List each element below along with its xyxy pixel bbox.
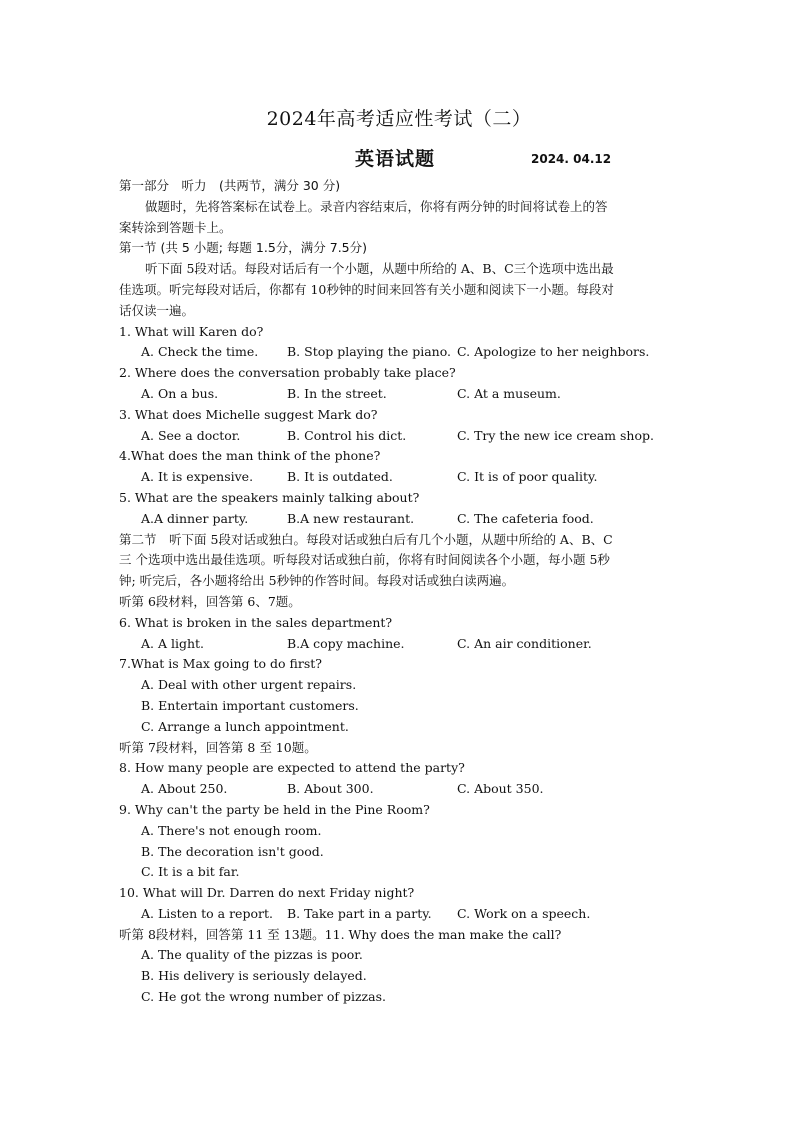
section1-instruction-line2: 佳选项。听完每段对话后，你都有 10秒钟的时间来回答有关小题和阅读下一小题。每段对 xyxy=(119,281,614,297)
question-3: 3. What does Michelle suggest Mark do? xyxy=(119,406,378,422)
question-1-option-a: A. Check the time. xyxy=(141,344,259,360)
question-9: 9. Why can't the party be held in the Pine Room? xyxy=(119,801,430,817)
question-4-option-c: C. It is of poor quality. xyxy=(457,469,598,485)
question-5-option-b: B.A new restaurant. xyxy=(287,510,415,526)
subtitle-row xyxy=(119,142,679,172)
question-8-option-c: C. About 350. xyxy=(457,781,544,797)
question-8: 8. How many people are expected to attend the party? xyxy=(119,760,465,776)
section1-heading: 第一节 (共 5 小题; 每题 1.5分，满分 7.5分) xyxy=(119,240,368,256)
question-10-options xyxy=(119,904,679,925)
exam-title: 2024年高考适应性考试（二） xyxy=(266,108,532,130)
question-8-option-b: B. About 300. xyxy=(287,781,374,797)
question-5-option-c: C. The cafeteria food. xyxy=(457,510,594,526)
question-1-option-c: C. Apologize to her neighbors. xyxy=(457,344,650,360)
section2-instruction-text1: 听下面 5段对话或独白。每段对话或独白后有几个小题，从题中所给的 A、B、C xyxy=(156,531,613,547)
question-4-option-b: B. It is outdated. xyxy=(287,469,393,485)
question-11-option-a: A. The quality of the pizzas is poor. xyxy=(141,947,363,963)
question-2: 2. Where does the conversation probably take place? xyxy=(119,365,456,381)
section2-instruction-line2: 三 个选项中选出最佳选项。听每段对话或独白前，你将有时间阅读各个小题，每小题 5秒 xyxy=(119,552,610,568)
question-1: 1. What will Karen do? xyxy=(119,323,264,339)
question-5: 5. What are the speakers mainly talking about? xyxy=(119,489,420,505)
part1-instruction-line2: 案转涂到答题卡上。 xyxy=(119,219,232,235)
question-3-option-a: A. See a doctor. xyxy=(141,427,241,443)
question-4-options xyxy=(119,467,679,488)
question-9-option-a: A. There's not enough room. xyxy=(141,822,322,838)
question-9-option-c: C. It is a bit far. xyxy=(141,864,240,880)
material8-lead-question-11: 听第 8段材料，回答第 11 至 13题。11. Why does the man make the call? xyxy=(119,926,562,942)
question-7: 7.What is Max going to do first? xyxy=(119,656,322,672)
exam-page xyxy=(119,100,679,1008)
question-10-option-a: A. Listen to a report. xyxy=(141,905,273,921)
part1-heading: 第一部分 听力 (共两节，满分 30 分) xyxy=(119,178,341,193)
exam-date: 2024. 04.12 xyxy=(531,152,612,166)
section2-instruction-line1 xyxy=(119,530,679,551)
question-6: 6. What is broken in the sales department? xyxy=(119,614,393,630)
question-4: 4.What does the man think of the phone? xyxy=(119,448,381,464)
section2-instruction-line3: 钟; 听完后，各小题将给出 5秒钟的作答时间。每段对话或独白读两遍。 xyxy=(119,573,515,589)
question-9-option-b: B. The decoration isn't good. xyxy=(141,843,324,859)
question-3-options xyxy=(119,426,679,447)
question-2-option-a: A. On a bus. xyxy=(141,385,219,401)
question-2-options xyxy=(119,384,679,405)
material6-lead: 听第 6段材料，回答第 6、7题。 xyxy=(119,593,301,609)
question-6-options xyxy=(119,634,679,655)
section1-instruction-line3: 话仅读一遍。 xyxy=(119,302,195,318)
question-7-option-c: C. Arrange a lunch appointment. xyxy=(141,718,349,734)
question-3-option-c: C. Try the new ice cream shop. xyxy=(457,427,654,443)
material7-lead: 听第 7段材料，回答第 8 至 10题。 xyxy=(119,739,317,755)
question-2-option-c: C. At a museum. xyxy=(457,385,561,401)
question-6-option-b: B.A copy machine. xyxy=(287,635,405,651)
question-1-options xyxy=(119,342,679,363)
question-7-option-a: A. Deal with other urgent repairs. xyxy=(141,677,357,693)
question-11-option-c: C. He got the wrong number of pizzas. xyxy=(141,989,386,1005)
question-2-option-b: B. In the street. xyxy=(287,385,387,401)
question-1-option-b: B. Stop playing the piano. xyxy=(287,344,451,360)
question-8-options xyxy=(119,779,679,800)
exam-subject: 英语试题 xyxy=(355,148,436,170)
part1-instruction-line1: 做题时，先将答案标在试卷上。录音内容结束后，你将有两分钟的时间将试卷上的答 xyxy=(145,198,608,214)
question-10: 10. What will Dr. Darren do next Friday night? xyxy=(119,885,415,901)
section1-instruction-line1: 听下面 5段对话。每段对话后有一个小题，从题中所给的 A、B、C三个选项中选出最 xyxy=(145,261,614,277)
question-5-option-a: A.A dinner party. xyxy=(141,510,249,526)
question-10-option-b: B. Take part in a party. xyxy=(287,905,432,921)
question-6-option-a: A. A light. xyxy=(141,635,205,651)
question-6-option-c: C. An air conditioner. xyxy=(457,635,592,651)
question-7-option-b: B. Entertain important customers. xyxy=(141,697,359,713)
question-3-option-b: B. Control his dict. xyxy=(287,427,407,443)
question-11-option-b: B. His delivery is seriously delayed. xyxy=(141,968,367,984)
question-5-options xyxy=(119,509,679,530)
question-8-option-a: A. About 250. xyxy=(141,781,228,797)
section2-heading: 第二节 xyxy=(119,531,157,547)
question-4-option-a: A. It is expensive. xyxy=(141,469,254,485)
question-10-option-c: C. Work on a speech. xyxy=(457,905,591,921)
